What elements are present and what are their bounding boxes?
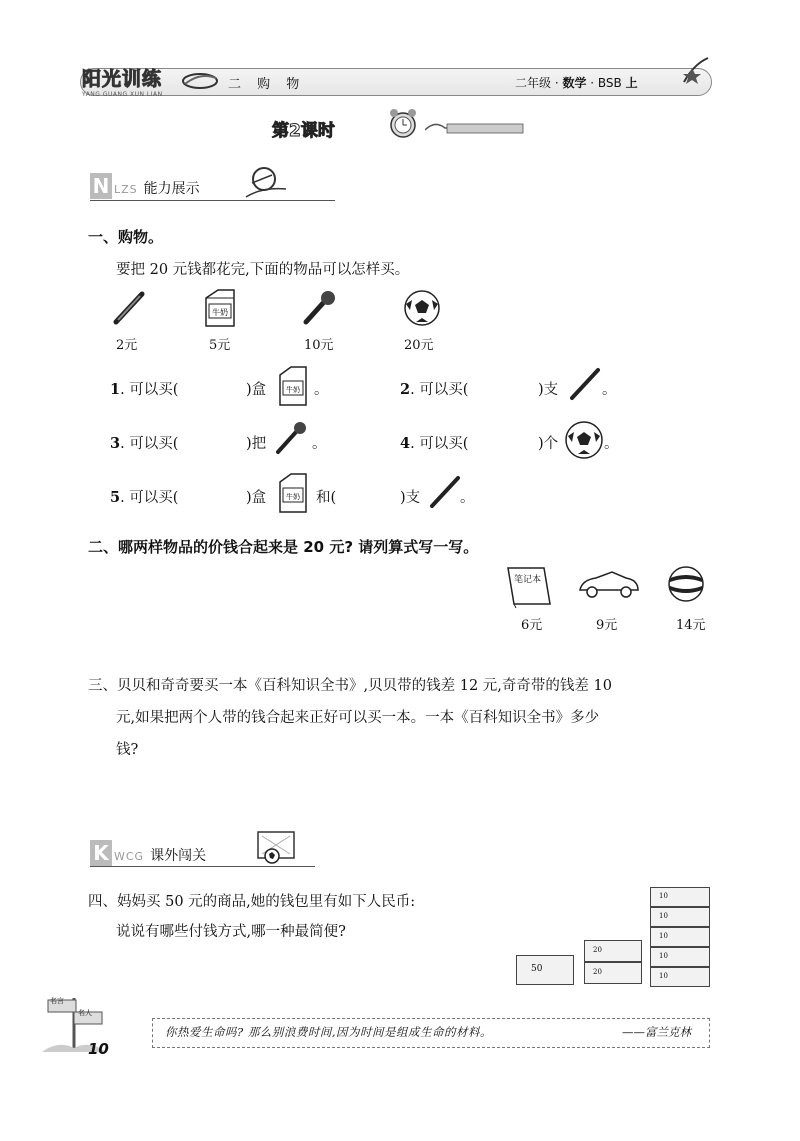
q1-sub5-and: 和( (316, 490, 337, 506)
flashlight-icon (300, 288, 340, 328)
period: 。 (312, 436, 327, 452)
notebook-label: 笔记本 (514, 575, 542, 585)
flashlight-icon (274, 420, 310, 456)
lesson-header (272, 116, 335, 141)
page-number: 10 (88, 1040, 109, 1058)
banknote-10: 10 (650, 927, 710, 947)
svg-text:牛奶: 牛奶 (212, 308, 228, 317)
banknote-20: 20 (584, 940, 642, 962)
q1-sub2-unit: )支 (538, 382, 559, 398)
banknote-10: 10 (650, 947, 710, 967)
unit-title: 二 购 物 (228, 77, 306, 92)
q1-sub5-unit: )盒 (246, 490, 267, 506)
notebook-icon (504, 564, 554, 610)
svg-text:牛奶: 牛奶 (286, 386, 300, 394)
banknote-10: 10 (650, 967, 710, 987)
banknote-50: 50 (516, 955, 574, 985)
logo-swoosh-icon (180, 70, 220, 92)
q3-line2: 元,如果把两个人带的钱合起来正好可以买一本。一本《百科知识全书》多少 (116, 710, 600, 726)
milk-carton-icon (275, 363, 311, 409)
lesson-ribbon (425, 120, 525, 136)
price-football: 20元 (404, 338, 434, 353)
lesson-title: 第2课时 (272, 121, 335, 141)
period: 。 (604, 436, 619, 452)
milk-carton-icon (200, 286, 240, 330)
q4-line1: 四、妈妈买 50 元的商品,她的钱包里有如下人民币: (88, 894, 416, 910)
period: 。 (602, 382, 617, 398)
q1-sub1-unit: )盒 (246, 382, 267, 398)
q1-heading: 一、购物。 (88, 228, 164, 246)
price-pen: 2元 (116, 338, 138, 353)
section-header-ability: N LZS 能力展示 (90, 173, 200, 199)
price-toy-car: 9元 (596, 618, 618, 633)
signpost-label-1: 名言 (50, 997, 64, 1005)
logo-text: 阳光训练 (82, 68, 163, 90)
pen-icon (568, 366, 602, 402)
section-header-challenge: K WCG 课外闯关 (90, 840, 206, 866)
q1-sub2-text: 2. 可以买( (400, 381, 469, 398)
q1-sub5-text: 5. 可以买( (110, 489, 179, 506)
grade-info: 二年级 · 数学 · BSB 上 (515, 76, 638, 90)
price-flashlight: 10元 (304, 338, 334, 353)
q1-sub5-unit2: )支 (400, 490, 421, 506)
banknote-10: 10 (650, 887, 710, 907)
q1-sub4-unit: )个 (538, 436, 559, 452)
q1-sub3-text: 3. 可以买( (110, 435, 179, 452)
period: 。 (314, 382, 329, 398)
alarm-clock-icon (385, 106, 425, 140)
logo-subtitle: YANG GUANG XUN LIAN (82, 91, 163, 98)
football-icon (564, 420, 604, 460)
magnifier-decoration-icon (242, 163, 292, 203)
period: 。 (460, 490, 475, 506)
goal-ball-icon (254, 828, 300, 868)
football-icon (402, 288, 442, 328)
banknote-20: 20 (584, 962, 642, 984)
section-divider (90, 200, 335, 201)
q1-sub1-text: 1. 可以买( (110, 381, 179, 398)
q1-sub3-unit: )把 (246, 436, 267, 452)
pen-icon (110, 288, 150, 328)
footer-quote-author: ——富兰克林 (622, 1025, 691, 1039)
q4-line2: 说说有哪些付钱方式,哪一种最简便? (116, 924, 346, 940)
price-milk: 5元 (209, 338, 231, 353)
star-decoration-icon (672, 54, 712, 88)
q1-sub4-text: 4. 可以买( (400, 435, 469, 452)
section-divider (90, 866, 315, 867)
footer-quote: 你热爱生命吗? 那么别浪费时间,因为时间是组成生命的材料。 (165, 1025, 492, 1039)
q2-heading: 二、哪两样物品的价钱合起来是 20 元? 请列算式写一写。 (88, 538, 479, 556)
q1-instruction: 要把 20 元钱都花完,下面的物品可以怎样买。 (116, 262, 410, 278)
signpost-label-2: 名人 (78, 1009, 92, 1017)
ball-icon (666, 564, 706, 604)
price-notebook: 6元 (521, 618, 543, 633)
milk-carton-icon (275, 470, 311, 516)
toy-car-icon (576, 566, 642, 602)
section-title: 课外闯关 (150, 848, 207, 864)
section-title: 能力展示 (143, 181, 200, 197)
q3-line1: 三、贝贝和奇奇要买一本《百科知识全书》,贝贝带的钱差 12 元,奇奇带的钱差 10 (88, 678, 612, 694)
banknote-10: 10 (650, 907, 710, 927)
q3-line3: 钱? (116, 742, 139, 758)
price-ball: 14元 (676, 618, 706, 633)
pen-icon (428, 474, 462, 510)
svg-text:牛奶: 牛奶 (286, 493, 300, 501)
